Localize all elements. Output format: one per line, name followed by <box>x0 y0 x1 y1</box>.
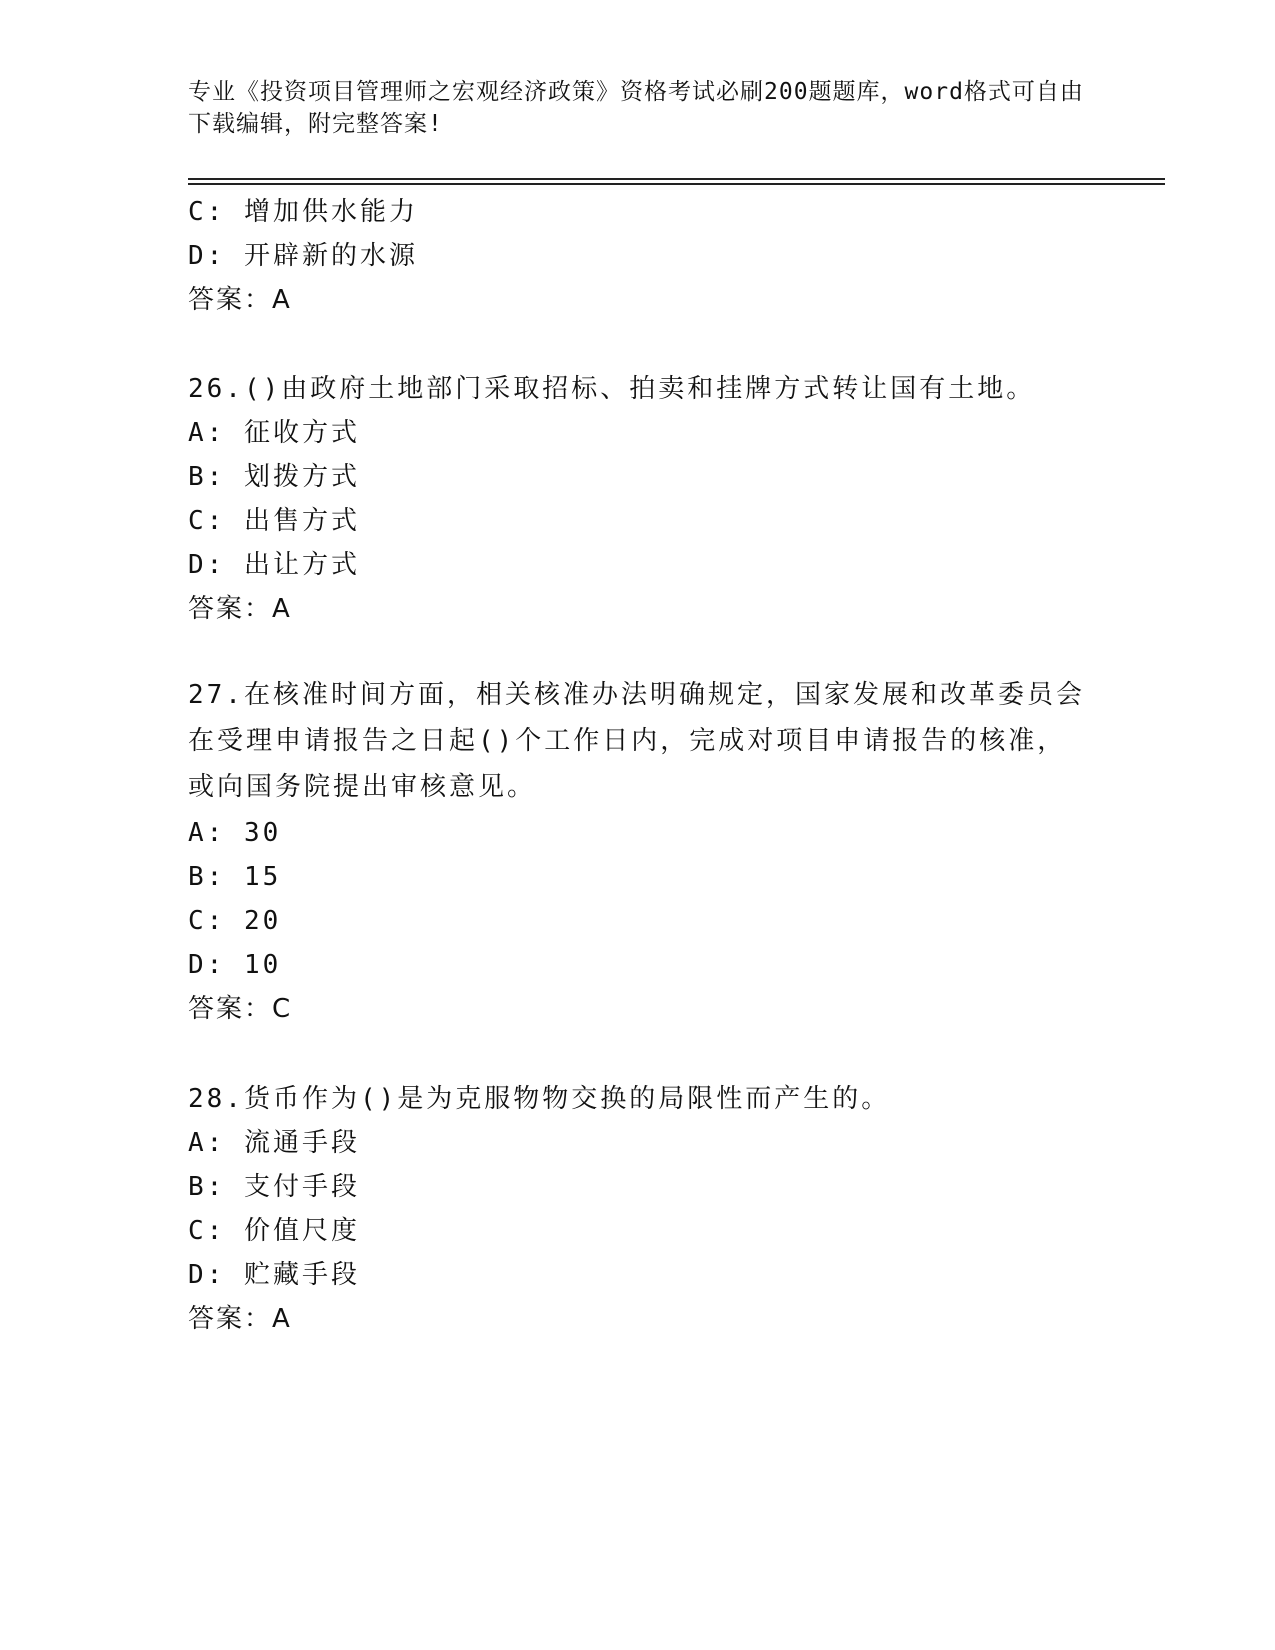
q25-option-c: C: 增加供水能力 <box>188 197 418 227</box>
q26-stem: 26.()由政府土地部门采取招标、拍卖和挂牌方式转让国有土地。 <box>188 374 1036 404</box>
q28-option-b: B: 支付手段 <box>188 1172 360 1202</box>
q28-option-a: A: 流通手段 <box>188 1128 360 1158</box>
q26-option-c: C: 出售方式 <box>188 506 360 536</box>
q27-option-c: C: 20 <box>188 906 282 936</box>
q28-stem: 28.货币作为()是为克服物物交换的局限性而产生的。 <box>188 1084 891 1114</box>
header-divider-bottom <box>188 183 1165 185</box>
header-divider-top <box>188 178 1165 180</box>
q28-option-c: C: 价值尺度 <box>188 1216 360 1246</box>
q27-option-d: D: 10 <box>188 950 282 980</box>
q27-option-b: B: 15 <box>188 862 282 892</box>
q28-option-d: D: 贮藏手段 <box>188 1260 360 1290</box>
q26-option-a: A: 征收方式 <box>188 418 360 448</box>
q27-answer: 答案：C <box>188 994 293 1024</box>
q27-stem: 27.在核准时间方面，相关核准办法明确规定，国家发展和改革委员会在受理申请报告之日起()个工作日内，完成对项目申请报告的核准，或向国务院提出审核意见。 <box>188 680 1085 802</box>
q25-option-d: D: 开辟新的水源 <box>188 241 418 271</box>
q26-option-b: B: 划拨方式 <box>188 462 360 492</box>
document-header-title: 专业《投资项目管理师之宏观经济政策》资格考试必刷200题题库，word格式可自由下载编辑，附完整答案! <box>188 79 1084 137</box>
q25-answer: 答案：A <box>188 285 292 315</box>
q26-answer: 答案：A <box>188 594 292 624</box>
q26-option-d: D: 出让方式 <box>188 550 360 580</box>
q28-answer: 答案：A <box>188 1304 292 1334</box>
q27-option-a: A: 30 <box>188 818 282 848</box>
